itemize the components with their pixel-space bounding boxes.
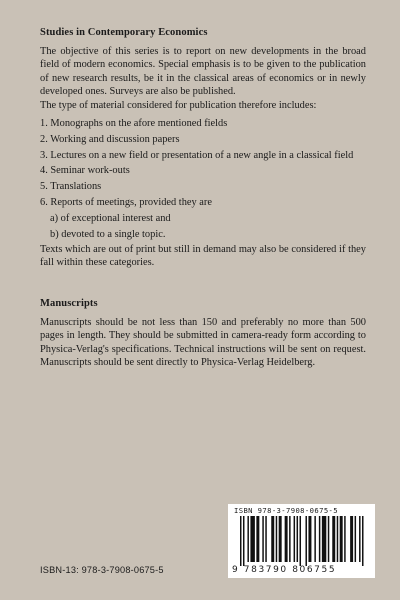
barcode-bar <box>319 516 320 562</box>
barcode-bar <box>322 516 326 562</box>
series-heading: Studies in Contemporary Economics <box>40 27 208 38</box>
barcode <box>228 504 375 578</box>
barcode-bars <box>240 516 365 566</box>
list-item: 4. Seminar work-outs <box>40 165 130 177</box>
barcode-bar <box>271 516 274 562</box>
barcode-bar <box>250 516 254 562</box>
barcode-bar <box>332 516 335 562</box>
barcode-bar <box>308 516 311 562</box>
manuscripts-heading: Manuscripts <box>40 298 98 309</box>
list-item: 6. Reports of meetings, provided they are <box>40 196 212 208</box>
barcode-bar <box>350 516 353 562</box>
barcode-bar <box>344 516 345 562</box>
out-of-print-note: Texts which are out of print but still in demand may also be considered if they fall within these categories. <box>40 244 366 269</box>
barcode-bar <box>243 516 244 566</box>
barcode-bar <box>279 516 282 562</box>
barcode-bar <box>359 516 360 562</box>
material-list <box>40 116 370 242</box>
sub-list-item: b) devoted to a single topic. <box>50 228 166 240</box>
barcode-bar <box>247 516 248 562</box>
barcode-bar <box>297 516 298 562</box>
barcode-bar <box>240 516 241 566</box>
sub-list-item: a) of exceptional interest and <box>50 212 171 224</box>
barcode-digits: 9 783790 806755 <box>232 565 337 575</box>
barcode-bar <box>305 516 306 566</box>
barcode-bar <box>276 516 277 562</box>
list-item: 2. Working and discussion papers <box>40 133 180 145</box>
barcode-bar <box>328 516 329 562</box>
barcode-bar <box>314 516 315 562</box>
barcode-bar <box>262 516 263 562</box>
barcode-bar <box>289 516 290 562</box>
barcode-bar <box>362 516 363 566</box>
series-description: The objective of this series is to report on new developments in the broad field of modern economics. Special emphasis is to be given to the publication of new research results, be it in the classical areas of economics or in newly developed ones. Surveys are also be published. <box>40 46 366 98</box>
barcode-bar <box>294 516 295 562</box>
barcode-bar <box>337 516 338 562</box>
barcode-isbn-label: ISBN 978-3-7908-0675-5 <box>234 506 338 515</box>
barcode-bar <box>256 516 259 562</box>
list-item: 1. Monographs on the afore mentioned fields <box>40 118 228 129</box>
barcode-bar <box>265 516 266 562</box>
barcode-bar <box>285 516 288 562</box>
list-item: 3. Lectures on a new field or presentation of a new angle in a classical field <box>40 149 354 161</box>
barcode-bar <box>340 516 343 562</box>
material-intro: The type of material considered for publication therefore includes: <box>40 100 317 111</box>
isbn-13: ISBN-13: 978-3-7908-0675-5 <box>40 565 164 575</box>
barcode-bar <box>300 516 301 566</box>
manuscripts-text: Manuscripts should be not less than 150 and preferably no more than 500 pages in length. They should be submitted in camera-ready form according to Physica-Verlag's specifications. Technical instructions will be sent on request. Manuscripts should be sent directly to Physica-Verlag Heidelberg. <box>40 317 366 369</box>
barcode-bar <box>355 516 356 562</box>
list-item: 5. Translations <box>40 181 102 193</box>
